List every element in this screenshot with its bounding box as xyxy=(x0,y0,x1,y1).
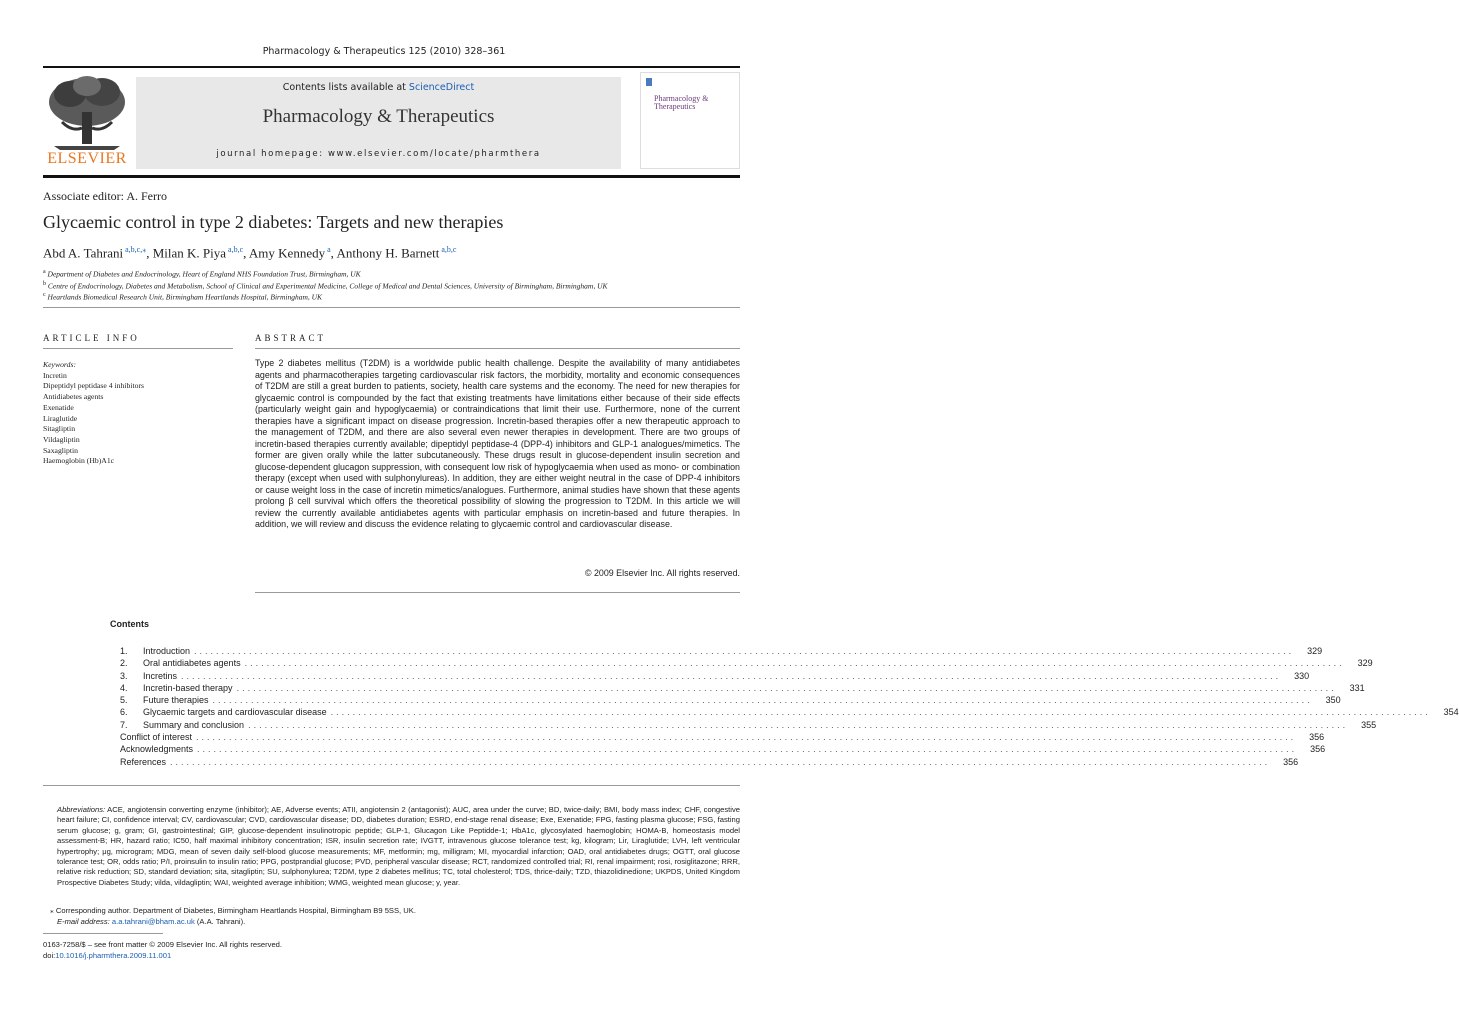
toc-leader-dots: ........................................................................................................................................................................................................ xyxy=(170,756,1271,767)
issn-line: 0163-7258/$ – see front matter © 2009 Elsevier Inc. All rights reserved. xyxy=(43,940,283,949)
abstract-rule xyxy=(255,348,740,349)
sciencedirect-link[interactable]: ScienceDirect xyxy=(408,82,475,93)
toc-entry-number: 4. xyxy=(120,682,128,693)
toc-entry-page: 356 xyxy=(1309,732,1325,743)
toc-entry-title[interactable]: Oral antidiabetes agents xyxy=(143,658,241,669)
article-info-heading: ARTICLE INFO xyxy=(43,333,140,343)
affiliation-text: Department of Diabetes and Endocrinology, Heart of England NHS Foundation Trust, Birmingham, UK xyxy=(45,269,361,279)
toc-entry-number: 3. xyxy=(120,670,128,681)
affiliation-text: Heartlands Biomedical Research Unit, Birmingham Heartlands Hospital, Birmingham, UK xyxy=(45,292,323,302)
elsevier-wordmark: ELSEVIER xyxy=(47,150,127,167)
keyword[interactable]: Vildagliptin xyxy=(43,434,80,444)
toc-entry-number: 1. xyxy=(120,646,128,656)
toc-entry[interactable] xyxy=(120,732,1325,744)
author-name[interactable]: , Milan K. Piya xyxy=(146,245,227,261)
affiliations-rule xyxy=(43,307,740,308)
toc-entry[interactable] xyxy=(120,646,1323,658)
toc-leader-dots: ........................................................................................................................................................................................................ xyxy=(248,719,1349,730)
toc-entry-title[interactable]: Glycaemic targets and cardiovascular disease xyxy=(143,707,327,718)
toc-entry-number: 5. xyxy=(120,695,128,706)
cover-title: Pharmacology & Therapeutics xyxy=(654,94,709,111)
keyword[interactable]: Exenatide xyxy=(43,402,74,412)
toc-entry-page: 330 xyxy=(1294,670,1310,681)
contents-heading: Contents xyxy=(110,619,149,629)
author-affiliation-marks[interactable]: a,b,c xyxy=(226,245,244,254)
toc-leader-dots: ........................................................................................................................................................................................................ xyxy=(181,670,1282,681)
toc-entry-title[interactable]: Acknowledgments xyxy=(120,744,194,755)
toc-entry-title[interactable]: References xyxy=(120,756,167,767)
author-affiliation-marks[interactable]: a xyxy=(325,245,331,254)
article-title: Glycaemic control in type 2 diabetes: Targets and new therapies xyxy=(43,212,504,232)
journal-title: Pharmacology & Therapeutics xyxy=(262,106,495,127)
toc-entry[interactable] xyxy=(120,707,1459,719)
toc-entry-page: 356 xyxy=(1283,756,1299,767)
abbreviations-text: ACE, angiotensin converting enzyme (inhibitor); AE, Adverse events; ATII, angiotensin 2 (antagonist); AUC, area under the curve; BD, twice-daily; BMI, body mass index; CHF, congestive heart failure; CI, confidence interval; CV, cardiovascular; CVD, cardiovascular disease; DD, diabetes duration; ESRD, end-stage renal disease; Exe, Exenatide; FPG, fasting plasma glucose; FSG, fasting serum glucose; g, gram; GI, gastrointestinal; GIP, glucose-dependent insulinotropic peptide; GLP-1, Glucagon Like Peptidde-1; HbA1c, glycosylated haemoglobin; HOMA-B, homeostasis model assessment-B; HR, hazard ratio; IC50, half maximal inhibitory concentration; ISR, insulin secretion rate; IVGTT, intravenous glucose tolerance test; kg, kilogram; Lir, Liraglutide; LVH, left ventricular hypertrophy; μg, microgram; MDG, mean of seven daily self-blood glucose measurements; MF, metformin; mg, milligram; MI, myocardial infarction; OAD, oral antidiabetes drugs; OGTT, oral glucose tolerance test; OR, odds ratio; P/I, proinsulin to insulin ratio; PPG, postprandial glucose; PVD, peripheral vascular disease; RCT, randomized controlled trial; RI, renal impairment; rosi, rosiglitazone; RRR, relative risk reduction; SD, standard deviation; sita, sitagliptin; SU, sulphonylurea; T2DM, type 2 diabetes mellitus; TC, total cholesterol; TDS, thrice-daily; TZD, thiazolidinedione; UKPDS, United Kingdom Prospective Diabetes Study; vilda, vildagliptin; WAI, weighted average inhibition; WMG, weighted mean glucose; y, year. xyxy=(57,805,740,887)
toc-entry[interactable] xyxy=(120,695,1341,707)
keywords-label: Keywords: xyxy=(43,360,77,369)
keyword[interactable]: Haemoglobin (Hb)A1c xyxy=(43,456,115,466)
toc-entry-number: 6. xyxy=(120,707,128,718)
keyword[interactable]: Incretin xyxy=(43,370,67,380)
author-affiliation-marks[interactable]: a,b,c,⁎ xyxy=(123,245,147,254)
author-name[interactable]: , Anthony H. Barnett xyxy=(330,245,440,261)
keywords-list xyxy=(43,360,233,467)
corresponding-author-footnote: ⁎ Corresponding author. Department of Diabetes, Birmingham Heartlands Hospital, Birmingham B9 5SS, UK. xyxy=(50,906,416,915)
abstract-bottom-rule xyxy=(255,592,740,593)
email-label: E-mail address: xyxy=(57,917,110,926)
toc-entry-page: 355 xyxy=(1361,719,1377,730)
toc-entry-title[interactable]: Summary and conclusion xyxy=(143,719,245,730)
toc-entry-page: 329 xyxy=(1307,646,1323,656)
abbreviations-footnote xyxy=(57,805,740,888)
toc-entry[interactable] xyxy=(120,744,1326,756)
email-link[interactable]: a.a.tahrani@bham.ac.uk xyxy=(111,917,195,926)
cover-mark-icon xyxy=(646,78,652,86)
toc-leader-dots: ........................................................................................................................................................................................................ xyxy=(236,682,1337,693)
abstract-body: Type 2 diabetes mellitus (T2DM) is a worldwide public health challenge. Despite the availability of many antidiabetes agents and pharmacotherapies targeting cardiovascular risk factors, the morbidity, mortality and economic consequences of T2DM are still a great burden to patients, society, health care systems and the economy. The need for new therapies for glycaemic control is compounded by the fact that existing treatments have limitations either because of their side effects (particularly weight gain and hypoglycaemia) or contraindications that limit their use. Furthermore, none of the current therapies have a significant impact on disease progression. Incretin-based therapies offer a new therapeutic approach to the management of T2DM, and there are also several even newer therapies in development. There are two groups of incretin-based therapies currently available; dipeptidyl peptidase-4 (DPP-4) inhibitors and GLP-1 analogues/mimetics. The former are given orally while the latter subcutaneously. These drugs result in glucose-dependent insulin secretion and glucose-dependent glucagon suppression, with consequent low risk of hypoglycaemia when used as mono- or combination therapy (except when used with sulphonylureas). In addition, they are either weight neutral in the case of DPP-4 inhibitors or cause weight loss in the case of incretin mimetics/analogues. Furthermore, animal studies have shown that these agents prolong β cell survival which offers the theoretical possibility of slowing the progression to T2DM. In this article we will review the currently available antidiabetes agents with particular emphasis on incretin-based and future therapies. In addition, we will review and discuss the evidence relating to glycaemic control and cardiovascular disease. xyxy=(255,358,740,529)
toc-entry-title[interactable]: Future therapies xyxy=(143,695,209,706)
table-of-contents xyxy=(120,646,1459,769)
toc-leader-dots: ........................................................................................................................................................................................................ xyxy=(212,695,1313,706)
email-suffix: (A.A. Tahrani). xyxy=(194,917,246,926)
header-rule xyxy=(43,175,740,178)
affiliation-mark: c xyxy=(43,292,46,298)
affiliation-text: Centre of Endocrinology, Diabetes and Metabolism, School of Clinical and Experimental Medicine, College of Medical and Dental Sciences, University of Birmingham, Birmingham, UK xyxy=(46,281,608,291)
toc-entry[interactable] xyxy=(120,756,1299,769)
toc-entry[interactable] xyxy=(120,658,1373,670)
affiliation-mark: a xyxy=(43,269,46,275)
journal-cover-thumbnail xyxy=(640,72,740,169)
author-name[interactable]: , Amy Kennedy xyxy=(243,245,326,261)
toc-entry[interactable] xyxy=(120,682,1365,695)
footer-rule xyxy=(43,933,163,934)
toc-leader-dots: ........................................................................................................................................................................................................ xyxy=(197,744,1298,755)
affiliation-b xyxy=(43,281,608,291)
contents-available-line xyxy=(136,82,621,93)
toc-leader-dots: ........................................................................................................................................................................................................ xyxy=(196,732,1297,743)
toc-entry-page: 329 xyxy=(1357,658,1373,669)
doi-line xyxy=(43,951,171,960)
toc-entry-number: 7. xyxy=(120,719,128,730)
toc-leader-dots: ........................................................................................................................................................................................................ xyxy=(330,707,1431,718)
toc-leader-dots: ........................................................................................................................................................................................................ xyxy=(244,658,1345,669)
associate-editor: Associate editor: A. Ferro xyxy=(43,189,167,203)
keyword[interactable]: Saxagliptin xyxy=(43,445,79,455)
affiliation-c xyxy=(43,292,322,302)
doi-label: doi: xyxy=(43,951,56,960)
toc-entry-page: 354 xyxy=(1443,707,1459,718)
article-info-rule xyxy=(43,348,233,349)
toc-leader-dots: ........................................................................................................................................................................................................ xyxy=(194,646,1295,656)
toc-entry-page: 331 xyxy=(1349,682,1365,693)
journal-homepage-link[interactable]: journal homepage: www.elsevier.com/locate/pharmthera xyxy=(216,149,541,159)
author-affiliation-marks[interactable]: a,b,c xyxy=(439,245,457,254)
toc-entry-title[interactable]: Incretin-based therapy xyxy=(143,682,233,693)
contents-rule xyxy=(43,785,740,786)
abbreviations-label: Abbreviations: xyxy=(57,805,106,814)
toc-entry-page: 350 xyxy=(1325,695,1341,706)
toc-entry-title[interactable]: Conflict of interest xyxy=(120,732,193,743)
toc-entry[interactable] xyxy=(120,670,1310,683)
toc-entry-title[interactable]: Incretins xyxy=(143,670,178,681)
affiliation-mark: b xyxy=(43,281,46,287)
keyword[interactable]: Antidiabetes agents xyxy=(43,392,104,402)
abstract-copyright: © 2009 Elsevier Inc. All rights reserved. xyxy=(584,568,740,578)
toc-entry-page: 356 xyxy=(1310,744,1326,755)
toc-entry-number: 2. xyxy=(120,658,128,669)
toc-entry[interactable] xyxy=(120,719,1377,732)
keyword[interactable]: Dipeptidyl peptidase 4 inhibitors xyxy=(43,381,144,391)
toc-entry-title[interactable]: Introduction xyxy=(143,646,191,656)
contents-prefix: Contents lists available at xyxy=(282,82,409,93)
keyword[interactable]: Sitagliptin xyxy=(43,424,76,434)
keyword[interactable]: Liraglutide xyxy=(43,413,78,423)
author-list xyxy=(43,245,456,261)
email-footnote xyxy=(57,917,245,926)
top-rule xyxy=(43,66,740,68)
journal-citation: Pharmacology & Therapeutics 125 (2010) 328–361 xyxy=(262,46,506,57)
doi-link[interactable]: 10.1016/j.pharmthera.2009.11.001 xyxy=(55,951,172,960)
affiliation-a xyxy=(43,269,361,279)
abstract-heading: ABSTRACT xyxy=(255,333,327,343)
author-name[interactable]: Abd A. Tahrani xyxy=(43,245,124,261)
